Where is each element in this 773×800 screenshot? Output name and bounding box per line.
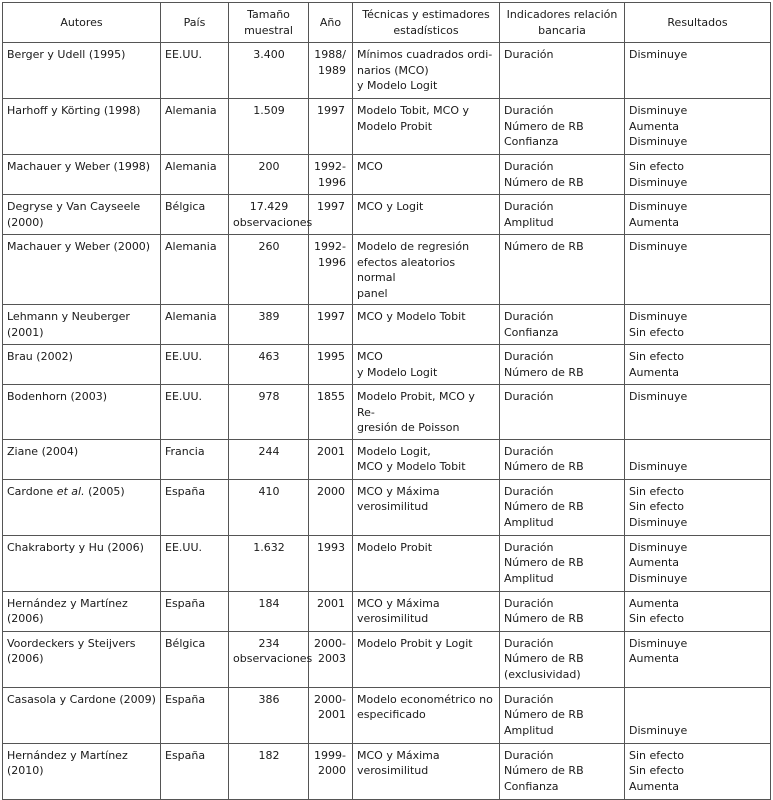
cell-pais: Bélgica	[161, 195, 229, 235]
cell-anio: 2001	[309, 439, 353, 479]
cell-tecnicas: Modelo Logit, MCO y Modelo Tobit	[353, 439, 500, 479]
cell-tamano: 260	[229, 235, 309, 305]
cell-pais: Alemania	[161, 305, 229, 345]
cell-anio: 1999- 2000	[309, 743, 353, 799]
cell-tecnicas: Modelo Tobit, MCO y Modelo Probit	[353, 99, 500, 155]
table-row	[3, 195, 771, 235]
cell-autor: Casasola y Cardone (2009)	[3, 687, 161, 743]
cell-resultados: Sin efecto Sin efecto Disminuye	[625, 479, 771, 535]
cell-autor: Hernández y Martínez (2010)	[3, 743, 161, 799]
cell-autor: Degryse y Van Cayseele (2000)	[3, 195, 161, 235]
cell-tamano: 234 observaciones	[229, 631, 309, 687]
cell-tecnicas: MCO y Máxima verosimilitud	[353, 479, 500, 535]
cell-indicadores: Duración	[500, 43, 625, 99]
cell-indicadores: Duración	[500, 385, 625, 440]
table-row	[3, 305, 771, 345]
table-row	[3, 385, 771, 440]
cell-anio: 1992- 1996	[309, 155, 353, 195]
cell-anio: 1855	[309, 385, 353, 440]
header-tamano: Tamaño muestral	[229, 3, 309, 43]
cell-tecnicas: Modelo econométrico no especificado	[353, 687, 500, 743]
header-autores: Autores	[3, 3, 161, 43]
cell-tamano: 463	[229, 345, 309, 385]
cell-resultados: Disminuye Sin efecto	[625, 305, 771, 345]
cell-tecnicas: Mínimos cuadrados ordi- narios (MCO) y Modelo Logit	[353, 43, 500, 99]
cell-anio: 2000- 2001	[309, 687, 353, 743]
cell-autor: Harhoff y Körting (1998)	[3, 99, 161, 155]
cell-tecnicas: Modelo Probit	[353, 535, 500, 591]
cell-resultados: Sin efecto Aumenta	[625, 345, 771, 385]
cell-pais: EE.UU.	[161, 43, 229, 99]
cell-indicadores: Duración Número de RB	[500, 591, 625, 631]
cell-autor: Bodenhorn (2003)	[3, 385, 161, 440]
cell-pais: Francia	[161, 439, 229, 479]
cell-tamano: 1.509	[229, 99, 309, 155]
cell-anio: 1997	[309, 99, 353, 155]
cell-anio: 1995	[309, 345, 353, 385]
table-row	[3, 535, 771, 591]
cell-anio: 2000	[309, 479, 353, 535]
cell-tamano: 3.400	[229, 43, 309, 99]
cell-resultados: Disminuye Aumenta Disminuye	[625, 99, 771, 155]
cell-resultados: Aumenta Sin efecto	[625, 591, 771, 631]
cell-tecnicas: Modelo Probit y Logit	[353, 631, 500, 687]
cell-indicadores: Duración Número de RB	[500, 155, 625, 195]
cell-resultados: Sin efecto Sin efecto Aumenta	[625, 743, 771, 799]
table-row	[3, 743, 771, 799]
cell-pais: España	[161, 687, 229, 743]
cell-resultados: Disminuye	[625, 385, 771, 440]
cell-pais: Alemania	[161, 235, 229, 305]
cell-tamano: 386	[229, 687, 309, 743]
cell-anio: 1993	[309, 535, 353, 591]
cell-autor: Machauer y Weber (2000)	[3, 235, 161, 305]
cell-tamano: 410	[229, 479, 309, 535]
studies-table	[2, 2, 771, 800]
cell-resultados: Disminuye	[625, 43, 771, 99]
cell-indicadores: Duración Número de RB Amplitud	[500, 535, 625, 591]
cell-tecnicas: MCO y Logit	[353, 195, 500, 235]
cell-indicadores: Duración Número de RB Confianza	[500, 743, 625, 799]
cell-tamano: 1.632	[229, 535, 309, 591]
header-anio: Año	[309, 3, 353, 43]
cell-tamano: 17.429 observaciones	[229, 195, 309, 235]
table-row	[3, 479, 771, 535]
table-row	[3, 235, 771, 305]
cell-tamano: 182	[229, 743, 309, 799]
cell-anio: 1992- 1996	[309, 235, 353, 305]
cell-autor: Lehmann y Neuberger (2001)	[3, 305, 161, 345]
table-row	[3, 43, 771, 99]
cell-resultados: Disminuye Aumenta	[625, 631, 771, 687]
cell-tamano: 978	[229, 385, 309, 440]
cell-autor: Ziane (2004)	[3, 439, 161, 479]
table-row	[3, 439, 771, 479]
cell-indicadores: Duración Número de RB Amplitud	[500, 687, 625, 743]
cell-pais: EE.UU.	[161, 345, 229, 385]
cell-autor	[3, 479, 161, 535]
cell-pais: EE.UU.	[161, 535, 229, 591]
cell-tecnicas: MCO y Modelo Tobit	[353, 305, 500, 345]
cell-resultados: Sin efecto Disminuye	[625, 155, 771, 195]
cell-anio: 2000- 2003	[309, 631, 353, 687]
cell-indicadores: Duración Número de RB Confianza	[500, 99, 625, 155]
cell-anio: 1988/ 1989	[309, 43, 353, 99]
cell-indicadores: Número de RB	[500, 235, 625, 305]
cell-autor: Voordeckers y Steijvers (2006)	[3, 631, 161, 687]
cell-resultados: Disminuye	[625, 687, 771, 743]
cell-indicadores: Duración Número de RB (exclusividad)	[500, 631, 625, 687]
table-row	[3, 99, 771, 155]
table-row	[3, 155, 771, 195]
table-row	[3, 631, 771, 687]
header-pais: País	[161, 3, 229, 43]
cell-indicadores: Duración Número de RB Amplitud	[500, 479, 625, 535]
cell-tecnicas: Modelo Probit, MCO y Re- gresión de Poisson	[353, 385, 500, 440]
cell-tecnicas: MCO y Modelo Logit	[353, 345, 500, 385]
cell-tamano: 184	[229, 591, 309, 631]
cell-anio: 1997	[309, 195, 353, 235]
header-resultados: Resultados	[625, 3, 771, 43]
cell-resultados: Disminuye Aumenta	[625, 195, 771, 235]
cell-autor: Chakraborty y Hu (2006)	[3, 535, 161, 591]
autor-text: Cardone	[7, 484, 57, 498]
cell-tamano: 389	[229, 305, 309, 345]
cell-indicadores: Duración Amplitud	[500, 195, 625, 235]
cell-pais: España	[161, 591, 229, 631]
cell-autor: Berger y Udell (1995)	[3, 43, 161, 99]
cell-pais: Alemania	[161, 155, 229, 195]
cell-pais: Bélgica	[161, 631, 229, 687]
cell-indicadores: Duración Confianza	[500, 305, 625, 345]
cell-pais: Alemania	[161, 99, 229, 155]
cell-pais: EE.UU.	[161, 385, 229, 440]
header-indicadores: Indicadores relación bancaria	[500, 3, 625, 43]
table-row	[3, 687, 771, 743]
cell-pais: España	[161, 479, 229, 535]
cell-anio: 2001	[309, 591, 353, 631]
cell-resultados: Disminuye	[625, 439, 771, 479]
cell-resultados: Disminuye Aumenta Disminuye	[625, 535, 771, 591]
cell-indicadores: Duración Número de RB	[500, 345, 625, 385]
cell-tecnicas: Modelo de regresión efectos aleatorios normal panel	[353, 235, 500, 305]
cell-resultados: Disminuye	[625, 235, 771, 305]
cell-anio: 1997	[309, 305, 353, 345]
header-tecnicas: Técnicas y estimadores estadísticos	[353, 3, 500, 43]
cell-autor: Brau (2002)	[3, 345, 161, 385]
cell-indicadores: Duración Número de RB	[500, 439, 625, 479]
header-row	[3, 3, 771, 43]
cell-tamano: 244	[229, 439, 309, 479]
cell-tecnicas: MCO y Máxima verosimilitud	[353, 743, 500, 799]
autor-et-al: et al.	[56, 484, 85, 498]
cell-autor: Machauer y Weber (1998)	[3, 155, 161, 195]
cell-tecnicas: MCO y Máxima verosimilitud	[353, 591, 500, 631]
cell-tecnicas: MCO	[353, 155, 500, 195]
table-row	[3, 591, 771, 631]
cell-tamano: 200	[229, 155, 309, 195]
cell-pais: España	[161, 743, 229, 799]
autor-year: (2005)	[84, 484, 125, 498]
table-row	[3, 345, 771, 385]
cell-autor: Hernández y Martínez (2006)	[3, 591, 161, 631]
